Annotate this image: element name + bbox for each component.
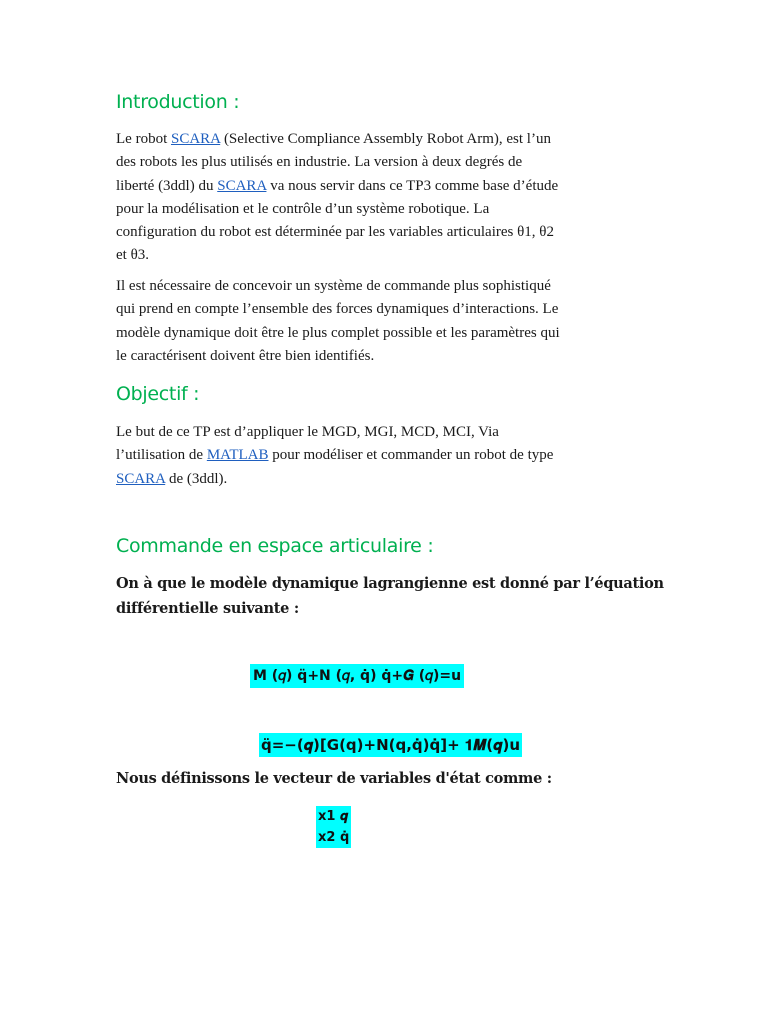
state-vector-intro: Nous définissons le vecteur de variables d'état comme : <box>116 770 552 787</box>
text-line <box>116 444 656 467</box>
text-line: configuration du robot est déterminée par les variables articulaires θ1, θ2 <box>116 224 554 241</box>
text-fragment: (Selective Compliance Assembly Robot Arm), est l’un <box>220 131 551 147</box>
acceleration-equation: q̈=−(𝒒)[G(q)+N(q,q̇)q̇]+ 𝟏𝑴(𝒒)u <box>259 733 522 757</box>
dynamic-model-equation: M (𝑞) q̈+N (𝑞, q̇) q̇+𝑮 (𝑞)=u <box>250 664 464 688</box>
text-line: le caractérisent doivent être bien identifiés. <box>116 347 375 364</box>
text-line <box>116 468 656 491</box>
text-line: pour la modélisation et le contrôle d’un système robotique. La <box>116 200 490 217</box>
text-line: Le but de ce TP est d’appliquer le MGD, MGI, MCD, MCI, Via <box>116 424 499 440</box>
heading-commande: Commande en espace articulaire : <box>116 535 434 557</box>
scara-link[interactable]: SCARA <box>116 470 166 487</box>
matlab-link[interactable]: MATLAB <box>206 447 269 464</box>
objectif-paragraph <box>116 421 656 491</box>
heading-introduction: Introduction : <box>116 91 240 113</box>
text-line: Il est nécessaire de concevoir un système de commande plus sophistiqué <box>116 278 551 294</box>
text-line <box>116 175 656 198</box>
heading-objectif: Objectif : <box>116 383 200 405</box>
text-fragment: va nous servir dans ce TP3 comme base d’étude <box>266 177 559 194</box>
text-fragment: l’utilisation de <box>116 447 207 464</box>
scara-link[interactable]: SCARA <box>217 177 267 194</box>
text-fragment: liberté (3ddl) du <box>116 177 218 194</box>
text-line: modèle dynamique doit être le plus complet possible et les paramètres qui <box>116 324 560 341</box>
text-line: qui prend en compte l’ensemble des forces dynamiques d’interactions. Le <box>116 301 559 318</box>
intro-paragraph-2 <box>116 275 656 368</box>
intro-paragraph-1 <box>116 128 656 268</box>
text-line: et θ3. <box>116 247 150 264</box>
text-fragment: Le robot <box>116 131 171 147</box>
text-line <box>116 128 656 151</box>
commande-intro-line-2: différentielle suivante : <box>116 600 299 617</box>
state-row-x2: x2 q̇ <box>318 830 350 845</box>
text-fragment: pour modéliser et commander un robot de type <box>268 447 554 464</box>
state-row-x1: x1 𝒒 <box>318 809 349 824</box>
text-fragment: de (3ddl). <box>165 470 228 487</box>
scara-link[interactable]: SCARA <box>170 131 221 147</box>
commande-intro-line-1: On à que le modèle dynamique lagrangienne est donné par l’équation <box>116 575 664 592</box>
state-vector <box>316 806 351 848</box>
text-line: des robots les plus utilisés en industrie. La version à deux degrés de <box>116 154 523 171</box>
